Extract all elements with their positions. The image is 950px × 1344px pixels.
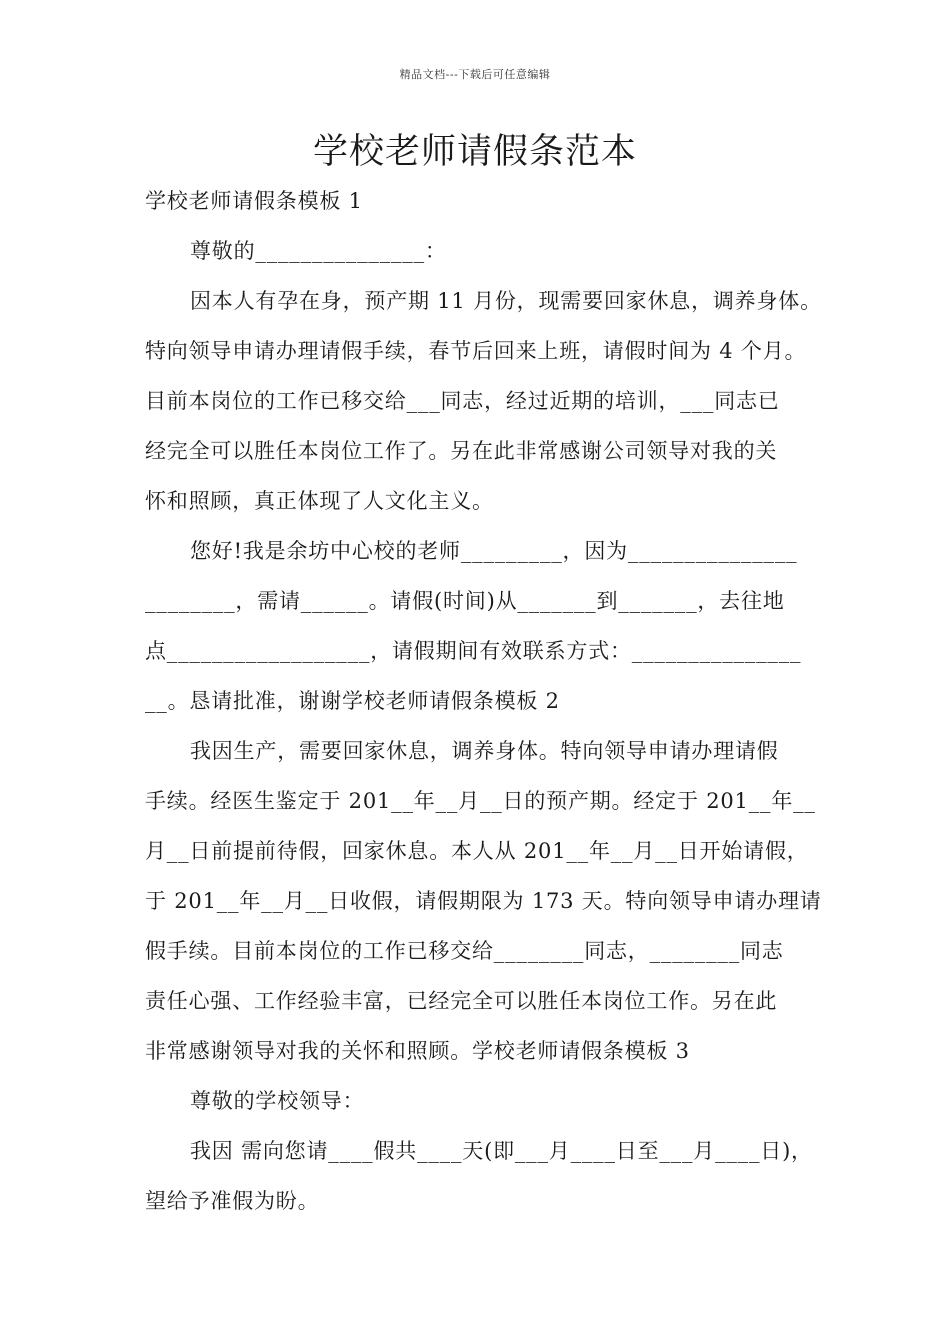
paragraph-line: 经完全可以胜任本岗位工作了。另在此非常感谢公司领导对我的关 — [145, 439, 778, 463]
paragraph-line: 点__________________，请假期间有效联系方式：_______________ — [145, 639, 802, 663]
paragraph-line: 怀和照顾，真正体现了人文化主义。 — [145, 489, 494, 513]
paragraph-line: 望给予准假为盼。 — [145, 1189, 320, 1213]
header-note: 精品文档---下载后可任意编辑 — [399, 68, 551, 81]
paragraph-line: 责任心强、工作经验丰富，已经完全可以胜任本岗位工作。另在此 — [145, 989, 778, 1013]
paragraph-line: __。恳请批准，谢谢学校老师请假条模板 2 — [145, 689, 560, 713]
salutation: 尊敬的学校领导： — [190, 1089, 365, 1113]
paragraph-line: 特向领导申请办理请假手续，春节后回来上班，请假时间为 4 个月。 — [145, 339, 807, 363]
paragraph-line: 您好!我是余坊中心校的老师_________，因为_______________ — [190, 539, 798, 563]
paragraph-line: 于 201__年__月__日收假，请假期限为 173 天。特向领导申请办理请 — [145, 889, 822, 913]
salutation: 尊敬的_______________： — [190, 239, 447, 263]
paragraph-line: ________，需请______。请假(时间)从_______到_______，去往地 — [145, 589, 785, 613]
section-heading: 学校老师请假条模板 1 — [145, 189, 363, 213]
paragraph-line: 假手续。目前本岗位的工作已移交给________同志，________同志 — [145, 939, 784, 963]
paragraph-line: 月__日前提前待假，回家休息。本人从 201__年__月__日开始请假， — [145, 839, 809, 863]
paragraph-line: 因本人有孕在身，预产期 11 月份，现需要回家休息，调养身体。 — [190, 289, 822, 313]
paragraph-line: 目前本岗位的工作已移交给___同志，经过近期的培训，___同志已 — [145, 389, 780, 413]
paragraph-line: 非常感谢领导对我的关怀和照顾。学校老师请假条模板 3 — [145, 1039, 690, 1063]
paragraph-line: 我因 需向您请____假共____天(即___月____日至___月____日)， — [190, 1139, 813, 1163]
document-title: 学校老师请假条范本 — [312, 132, 637, 172]
paragraph-line: 我因生产，需要回家休息，调养身体。特向领导申请办理请假 — [190, 739, 779, 763]
paragraph-line: 手续。经医生鉴定于 201__年__月__日的预产期。经定于 201__年__ — [145, 789, 816, 813]
